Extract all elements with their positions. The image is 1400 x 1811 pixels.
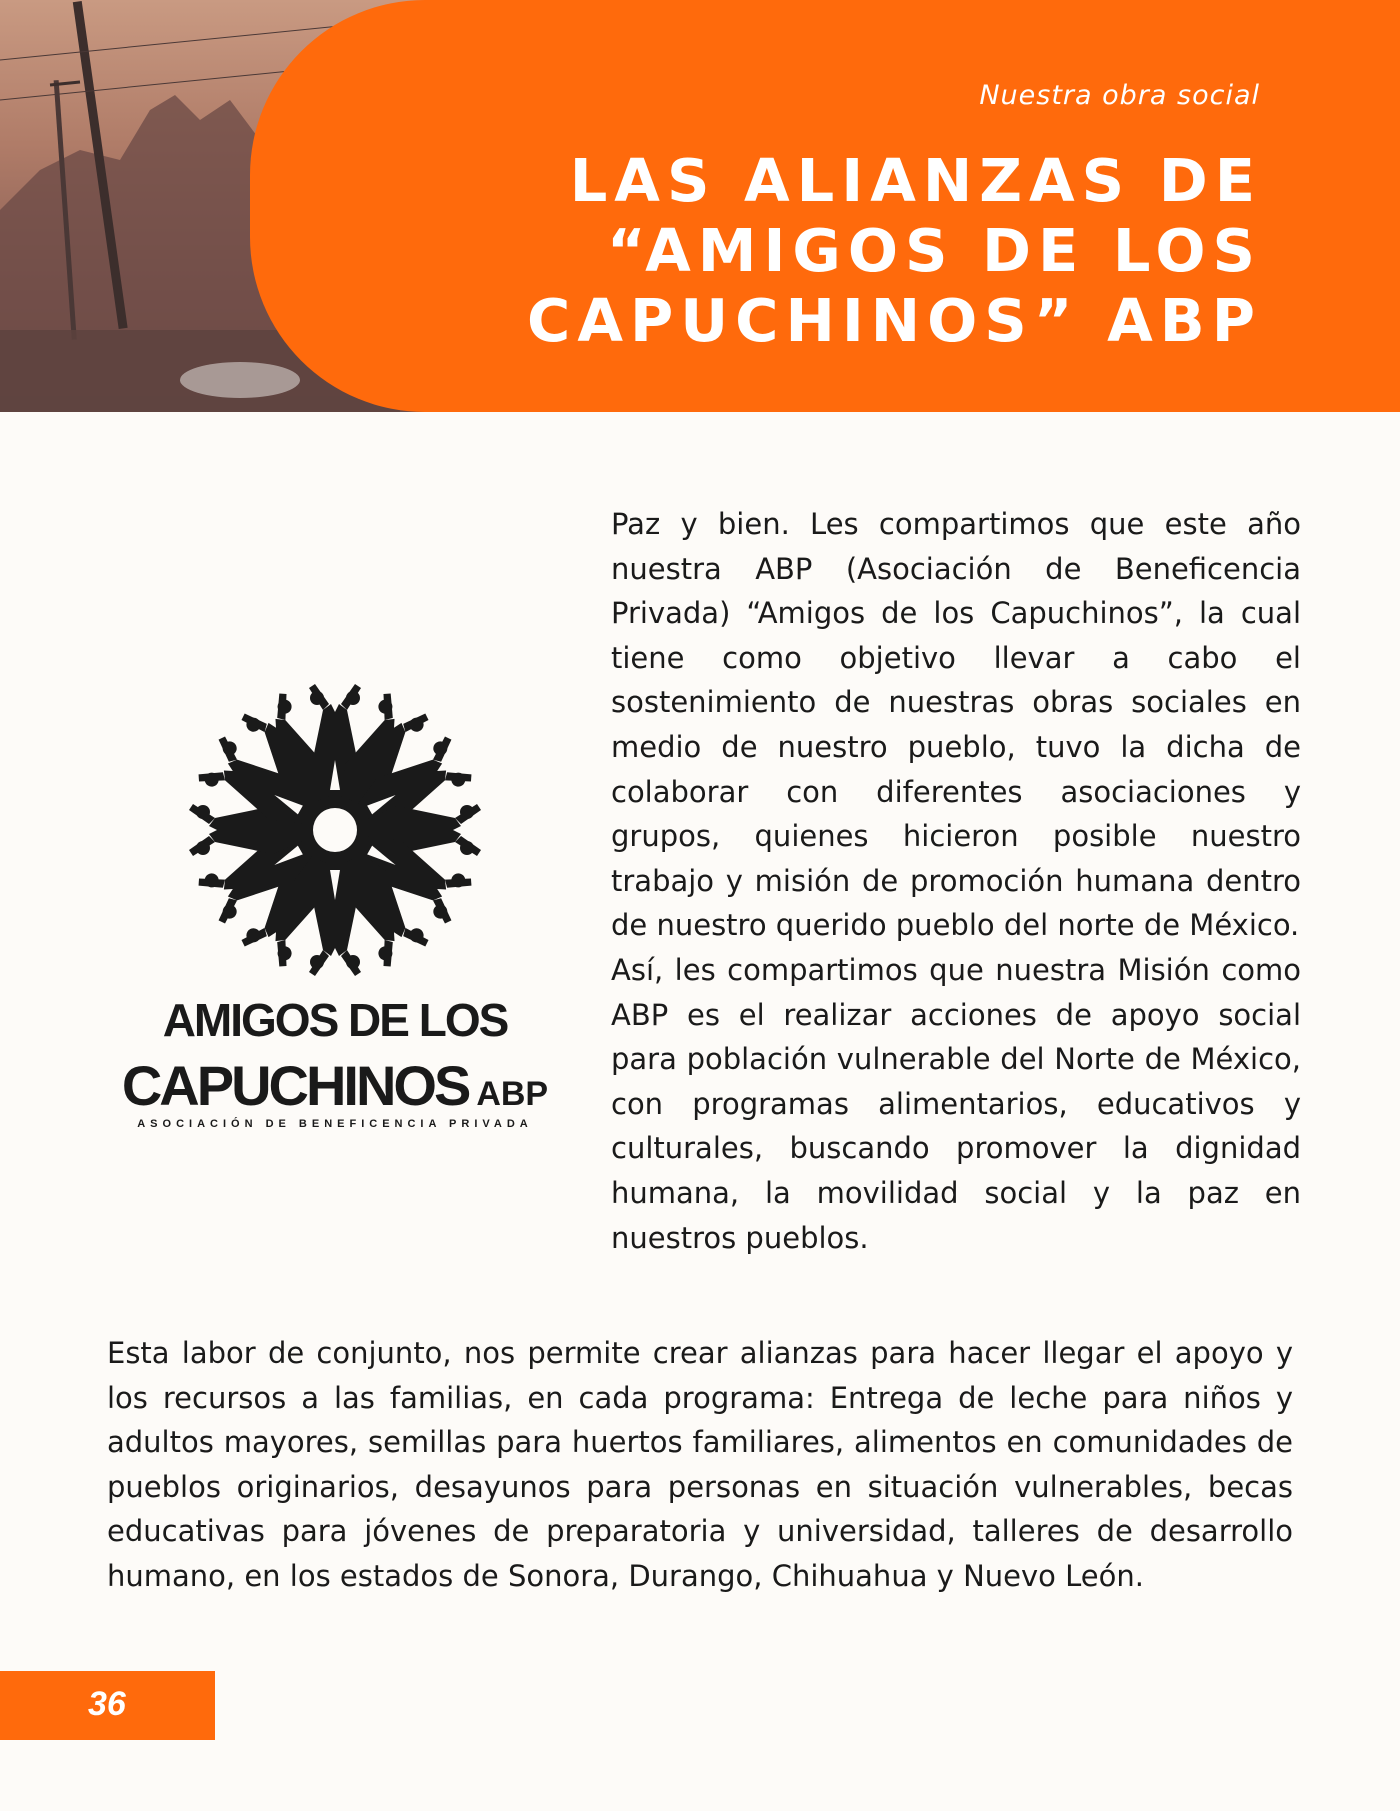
body-column bbox=[611, 502, 1301, 1260]
logo-text-capuchinos: CAPUCHINOS bbox=[121, 1054, 469, 1117]
body-paragraph-3: Esta labor de conjunto, nos permite crear alianzas para hacer llegar el apoyo y los recursos a las familias, en cada programa: Entrega de leche para niños y adultos mayores, semillas para huertos familiares, alimentos en comunidades de pueblos originarios, desayunos para personas en situación vulnerables, becas educativas para jóvenes de preparatoria y universidad, talleres de desarrollo humano, en los estados de Sonora, Durango, Chihuahua y Nuevo León. bbox=[107, 1336, 1293, 1593]
amigos-capuchinos-logo bbox=[90, 675, 580, 1145]
body-paragraph-2: Así, les compartimos que nuestra Misión como ABP es el realizar acciones de apoyo social para población vulnerable del Norte de México, con programas alimentarios, educativos y culturales, buscando promover la dignidad humana, la movilidad social y la paz en nuestros pueblos. bbox=[611, 952, 1301, 1255]
page-title: LAS ALIANZAS DE “AMIGOS DE LOS CAPUCHINOS” ABP bbox=[527, 146, 1262, 355]
logo-text-line2 bbox=[90, 1053, 580, 1118]
logo-text-abp: ABP bbox=[476, 1075, 549, 1113]
page-number-box bbox=[0, 1671, 215, 1740]
section-label: Nuestra obra social bbox=[979, 80, 1260, 111]
sun-people-emblem-icon bbox=[175, 675, 495, 985]
logo-text-line1: AMIGOS DE LOS bbox=[162, 994, 508, 1046]
logo-tagline: ASOCIACIÓN DE BENEFICENCIA PRIVADA bbox=[137, 1118, 533, 1130]
page-number: 36 bbox=[88, 1685, 126, 1723]
body-paragraph-1: Paz y bien. Les compartimos que este año nuestra ABP (Asociación de Beneficencia Privada) “Amigos de los Capuchinos”, la cual tiene como objetivo llevar a cabo el sostenimiento de nuestras obras sociales en medio de nuestro pueblo, tuvo la dicha de colaborar con diferentes asociaciones y grupos, quienes hicieron posible nuestro trabajo y misión de promoción humana dentro de nuestro querido pueblo del norte de México. bbox=[611, 507, 1301, 943]
